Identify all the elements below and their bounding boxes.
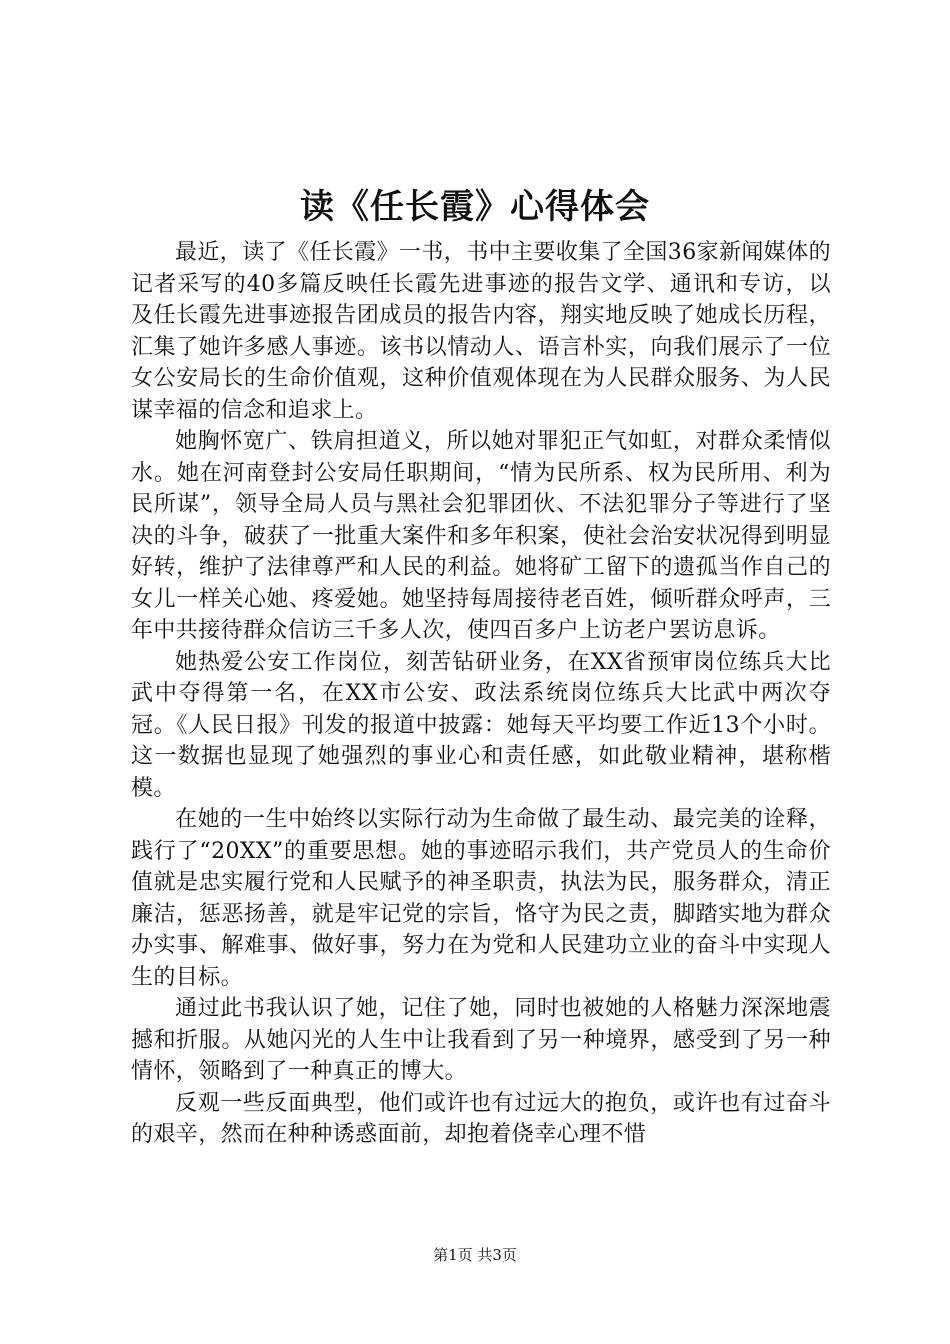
paragraph-1: 最近，读了《任长霞》一书，书中主要收集了全国36家新闻媒体的记者采写的40多篇反映任长霞先进事迹的报告文学、通讯和专访，以及任长霞先进事迹报告团成员的报告内容，翔实地反映了她成长历程，汇集了她许多感人事迹。该书以情动人、语言朴实，向我们展示了一位女公安局长的生命价值观，这种价值观体现在为人民群众服务、为人民谋幸福的信念和追求上。 [131,240,831,423]
paragraph-4: 在她的一生中始终以实际行动为生命做了最生动、最完美的诠释，践行了“20XX”的重要思想。她的事迹昭示我们，共产党员人的生命价值就是忠实履行党和人民赋予的神圣职责，执法为民，服务群众，清正廉洁，惩恶扬善，就是牢记党的宗旨，恪守为民之责，脚踏实地为群众办实事、解难事、做好事，努力在为党和人民建功立业的奋斗中实现人生的目标。 [131,807,831,990]
document-title: 读《任长霞》心得体会 [300,187,650,227]
paragraph-6: 反观一些反面典型，他们或许也有过远大的抱负，或许也有过奋斗的艰辛，然而在种种诱惑面前，却抱着侥幸心理不惜 [131,1090,831,1147]
document-body [131,237,831,1151]
paragraph-3: 她热爱公安工作岗位，刻苦钻研业务，在XX省预审岗位练兵大比武中夺得第一名，在XX市公安、政法系统岗位练兵大比武中两次夺冠。《人民日报》刊发的报道中披露：她每天平均要工作近13个小时。这一数据也显现了她强烈的事业心和责任感，如此敬业精神，堪称楷模。 [131,649,831,801]
page-number-footer: 第1页 共3页 [433,1246,517,1264]
paragraph-2: 她胸怀宽广、铁肩担道义，所以她对罪犯正气如虹，对群众柔情似水。她在河南登封公安局任职期间，“情为民所系、权为民所用、利为民所谋”，领导全局人员与黑社会犯罪团伙、不法犯罪分子等进行了坚决的斗争，破获了一批重大案件和多年积案，使社会治安状况得到明显好转，维护了法律尊严和人民的利益。她将矿工留下的遗孤当作自己的女儿一样关心她、疼爱她。她坚持每周接待老百姓，倾听群众呼声，三年中共接待群众信访三千多人次，使四百多户上访老户罢访息诉。 [131,429,831,643]
paragraph-5: 通过此书我认识了她，记住了她，同时也被她的人格魅力深深地震撼和折服。从她闪光的人生中让我看到了另一种境界，感受到了另一种情怀，领略到了一种真正的博大。 [131,996,831,1084]
